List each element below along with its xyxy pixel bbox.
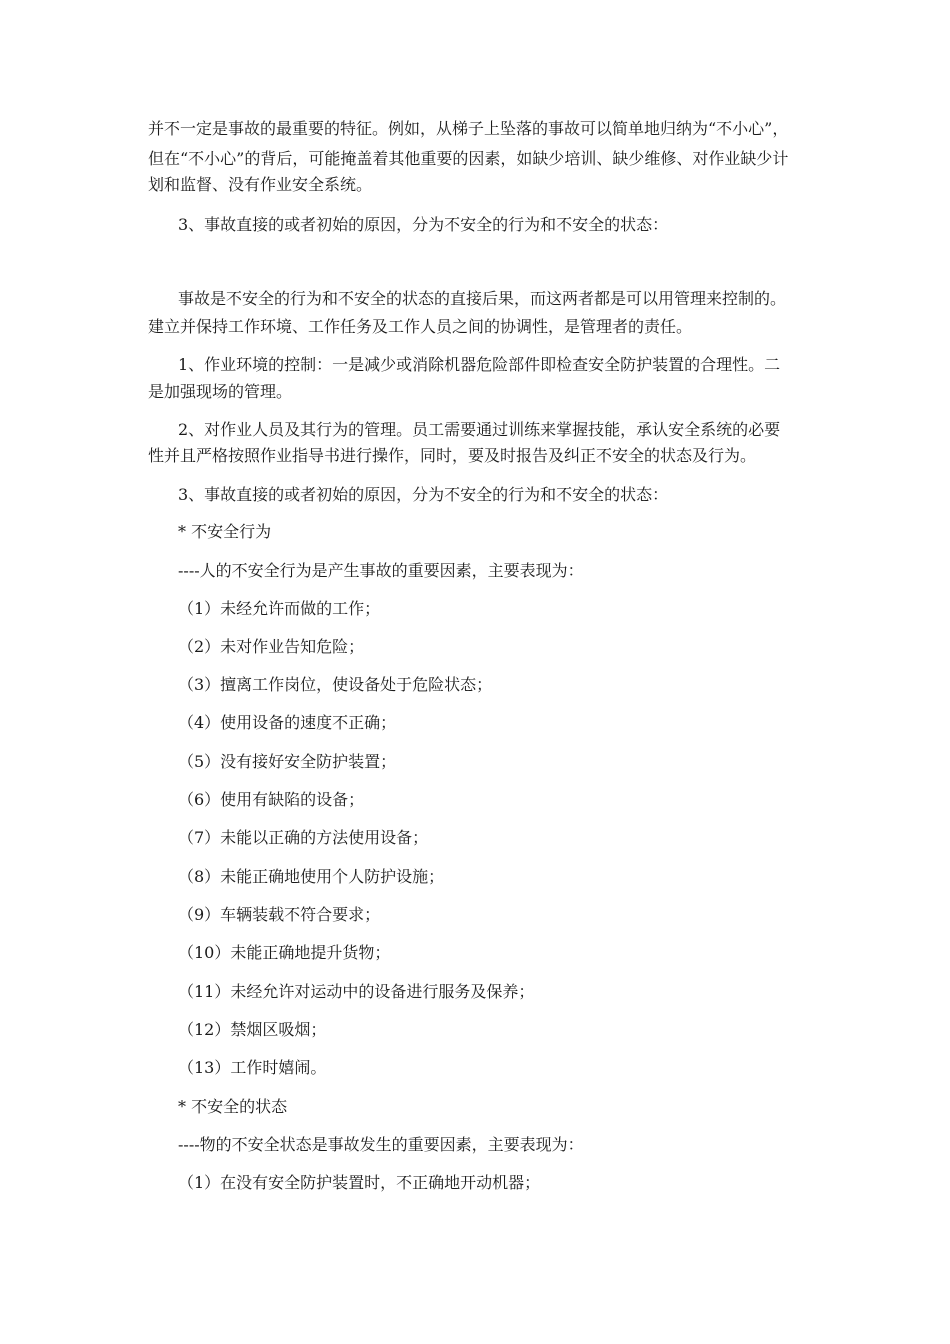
list-heading: * 不安全行为 bbox=[178, 522, 272, 541]
paragraph-line: 性并且严格按照作业指导书进行操作，同时，要及时报告及纠正不安全的状态及行为。 bbox=[148, 446, 757, 465]
list-item: （2）未对作业告知危险； bbox=[178, 637, 365, 656]
list-heading: * 不安全的状态 bbox=[178, 1097, 288, 1116]
list-item: （5）没有接好安全防护装置； bbox=[178, 752, 397, 771]
paragraph-line: 并不一定是事故的最重要的特征。例如，从梯子上坠落的事故可以简单地归纳为“不小心”， bbox=[148, 119, 789, 138]
list-item: （13）工作时嬉闹。 bbox=[178, 1058, 327, 1077]
list-item: （11）未经允许对运动中的设备进行服务及保养； bbox=[178, 982, 535, 1001]
paragraph-line: 划和监督、没有作业安全系统。 bbox=[148, 175, 373, 194]
paragraph-line: 3、事故直接的或者初始的原因，分为不安全的行为和不安全的状态： bbox=[178, 215, 669, 234]
list-item: （8）未能正确地使用个人防护设施； bbox=[178, 867, 445, 886]
list-item: （1）未经允许而做的工作； bbox=[178, 599, 381, 618]
list-item: （9）车辆装载不符合要求； bbox=[178, 905, 381, 924]
paragraph-line: 建立并保持工作环境、工作任务及工作人员之间的协调性，是管理者的责任。 bbox=[148, 317, 693, 336]
list-item: （7）未能以正确的方法使用设备； bbox=[178, 828, 429, 847]
list-item: （10）未能正确地提升货物； bbox=[178, 943, 391, 962]
list-intro: ----物的不安全状态是事故发生的重要因素，主要表现为： bbox=[178, 1135, 584, 1154]
list-item: （12）禁烟区吸烟； bbox=[178, 1020, 327, 1039]
paragraph-line: 事故是不安全的行为和不安全的状态的直接后果，而这两者都是可以用管理来控制的。 bbox=[178, 289, 787, 308]
paragraph-line: 是加强现场的管理。 bbox=[148, 382, 293, 401]
list-item: （4）使用设备的速度不正确； bbox=[178, 713, 397, 732]
list-item: （3）擅离工作岗位，使设备处于危险状态； bbox=[178, 675, 493, 694]
list-item: （6）使用有缺陷的设备； bbox=[178, 790, 365, 809]
paragraph-line: 2、对作业人员及其行为的管理。员工需要通过训练来掌握技能，承认安全系统的必要 bbox=[178, 420, 781, 439]
paragraph-line: 3、事故直接的或者初始的原因，分为不安全的行为和不安全的状态： bbox=[178, 485, 669, 504]
list-item: （1）在没有安全防护装置时，不正确地开动机器； bbox=[178, 1173, 541, 1192]
list-intro: ----人的不安全行为是产生事故的重要因素，主要表现为： bbox=[178, 561, 584, 580]
paragraph-line: 但在“不小心”的背后，可能掩盖着其他重要的因素，如缺少培训、缺少维修、对作业缺少计 bbox=[148, 149, 789, 168]
paragraph-line: 1、作业环境的控制：一是减少或消除机器危险部件即检查安全防护装置的合理性。二 bbox=[178, 355, 781, 374]
